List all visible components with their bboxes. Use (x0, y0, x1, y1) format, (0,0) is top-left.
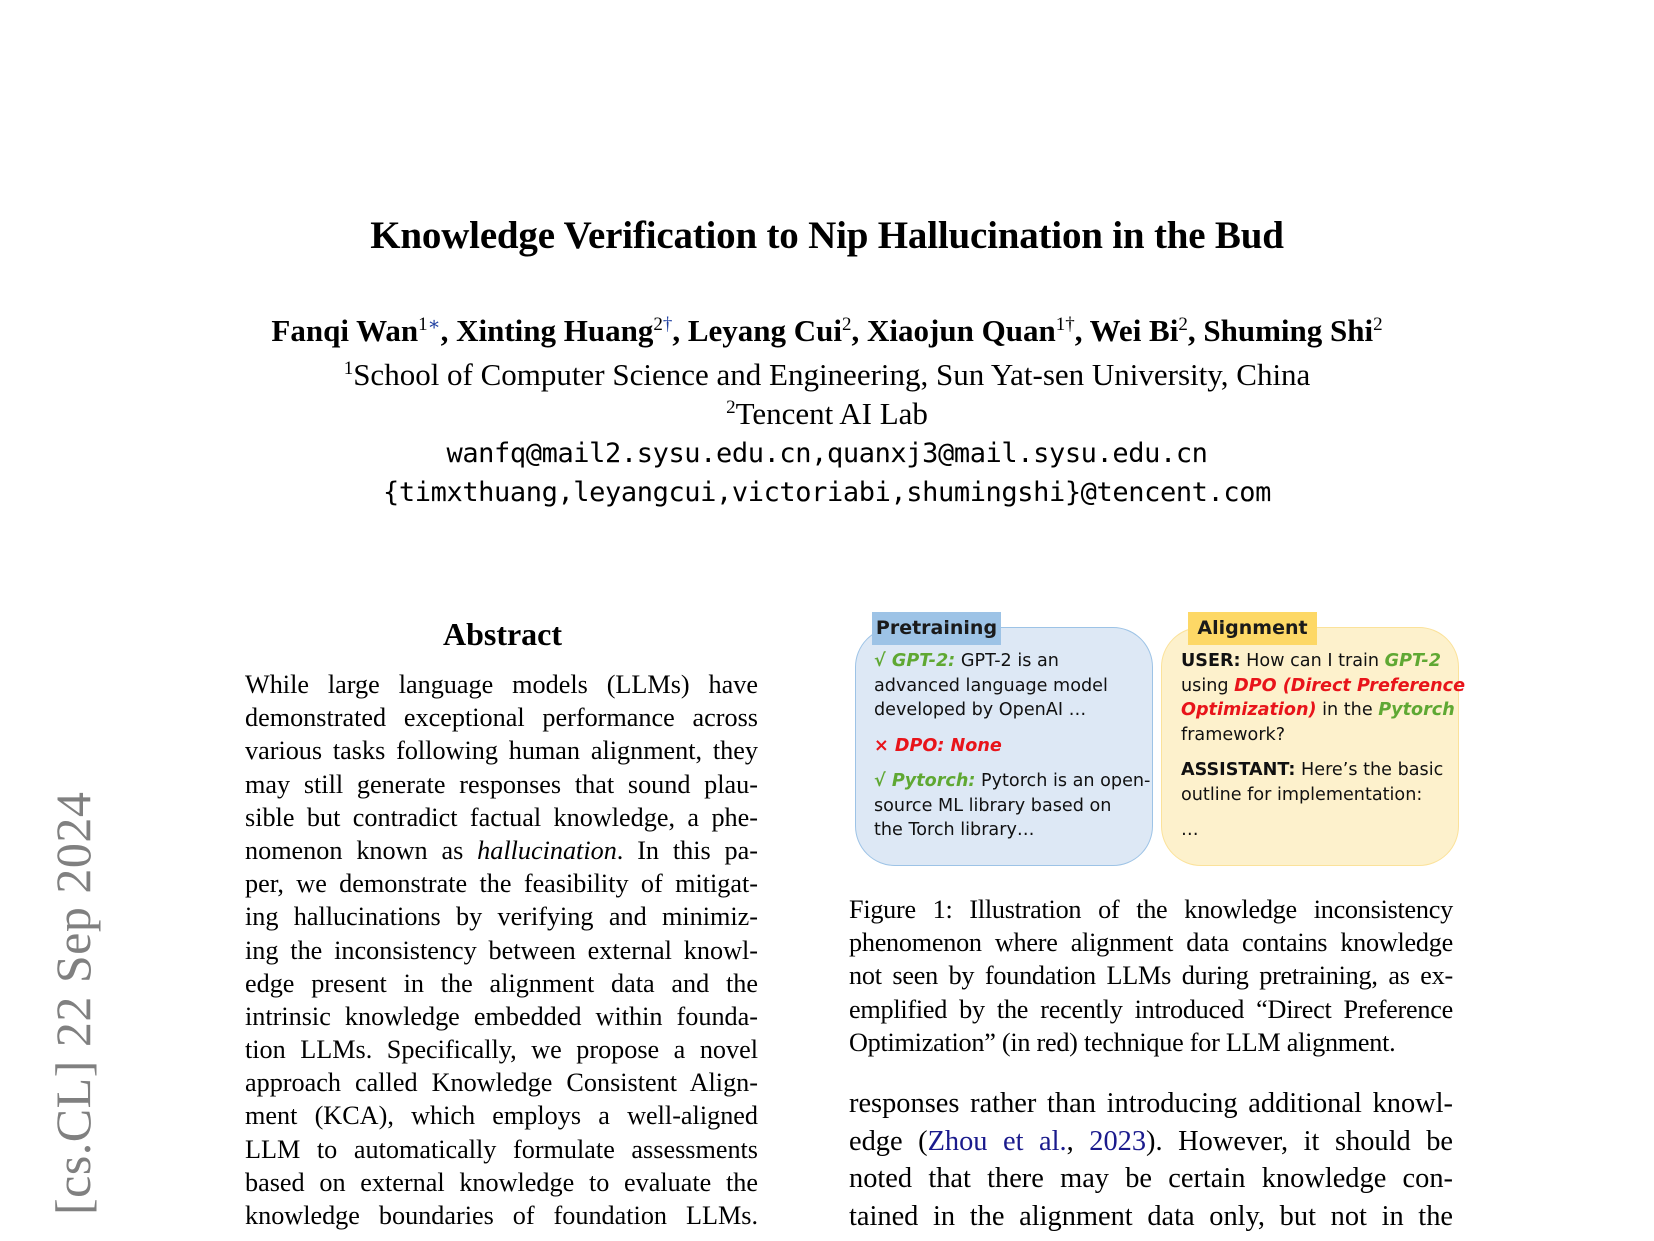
affiliation-marker: 1 (1055, 314, 1066, 335)
abstract-line: edge present in the alignment data and the (245, 968, 758, 998)
author-name: Shuming Shi (1203, 313, 1374, 348)
knowledge-item-gpt2 (874, 649, 1150, 723)
abstract-line: knowledge boundaries of foundation LLMs. (245, 1201, 758, 1230)
user-turn (1181, 649, 1465, 747)
item-key: Pytorch: (891, 771, 976, 791)
pretraining-badge: Pretraining (872, 612, 1001, 645)
assistant-turn (1181, 758, 1465, 807)
assistant-label: ASSISTANT: (1181, 760, 1296, 780)
pretraining-content (874, 649, 1150, 854)
abstract-line (245, 834, 758, 867)
emphasis-hallucination: hallucination (477, 835, 617, 865)
footnote-link[interactable]: † (662, 314, 673, 335)
affiliation-text: Tencent AI Lab (735, 396, 928, 431)
caption-line: phenomenon where alignment data contains knowledge (849, 928, 1453, 958)
body-line: noted that there may be certain knowledge con- (849, 1163, 1453, 1194)
caption-line: Figure 1: Illustration of the knowledge inconsistency (849, 895, 1453, 924)
citation-link-author[interactable]: Zhou et al. (927, 1125, 1067, 1157)
alignment-badge: Alignment (1188, 612, 1317, 645)
item-text: the Torch library… (874, 820, 1035, 840)
abstract-line: may still generate responses that sound plau- (245, 769, 758, 799)
paper-title: Knowledge Verification to Nip Hallucination in the Bud (370, 214, 1284, 257)
body-text-right (849, 1085, 1453, 1235)
unknown-term: DPO (Direct Preference (1234, 675, 1465, 696)
affiliation-marker: 2 (653, 314, 663, 335)
abstract-line: demonstrated exceptional performance across (245, 703, 758, 733)
text-run: Here’s the basic (1301, 760, 1444, 780)
known-term: Pytorch (1378, 700, 1455, 720)
caption-line: not seen by foundation LLMs during pretraining, as ex- (849, 961, 1453, 991)
abstract-line: LLM to automatically formulate assessments (245, 1134, 758, 1164)
affiliation-marker: 2 (1373, 314, 1383, 335)
affiliation-number: 1 (343, 358, 354, 379)
affiliation-1 (0, 356, 1654, 394)
abstract-line: ing hallucinations by verifying and minimiz- (245, 902, 758, 932)
item-text: Pytorch is an open- (981, 771, 1151, 791)
text-run: using (1181, 675, 1235, 696)
abstract-body (245, 668, 758, 1232)
item-text: developed by OpenAI … (874, 700, 1087, 720)
author-name: Xinting Huang (456, 313, 654, 348)
text-run: edge ( (849, 1125, 928, 1157)
citation-link-year[interactable]: 2023 (1089, 1125, 1147, 1157)
unknown-term: Optimization) (1181, 700, 1317, 720)
item-key: DPO: None (894, 735, 1002, 756)
item-key: GPT-2: (891, 651, 956, 671)
text-run: How can I train (1246, 651, 1385, 671)
abstract-line: various tasks following human alignment, they (245, 736, 758, 766)
body-line: responses rather than introducing additional knowl- (849, 1088, 1453, 1119)
check-icon: √ (874, 771, 886, 791)
abstract-line: per, we demonstrate the feasibility of mitigat- (245, 869, 758, 899)
body-line: tained in the alignment data only, but not in the (849, 1200, 1453, 1232)
item-text: advanced language model (874, 675, 1108, 696)
footnote-mark: † (1065, 314, 1075, 335)
abstract-line: intrinsic knowledge embedded within founda- (245, 1001, 758, 1031)
arxiv-stamp: [cs.CL] 22 Sep 2024 (45, 791, 101, 1215)
figure-1 (855, 612, 1465, 866)
figure-caption (849, 893, 1453, 1059)
affiliation-marker: 2 (1178, 314, 1188, 335)
email-line-2: {timxthuang,leyangcui,victoriabi,shumingshi}@tencent.com (383, 477, 1271, 508)
assistant-ellipsis: … (1181, 820, 1199, 840)
abstract-line: approach called Knowledge Consistent Align- (245, 1068, 758, 1098)
user-label: USER: (1181, 651, 1241, 671)
abstract-line: While large language models (LLMs) have (245, 670, 758, 699)
abstract-heading: Abstract (442, 616, 563, 652)
text-run: in the (1316, 700, 1379, 720)
affiliation-marker: 2 (842, 314, 852, 335)
author-name: Wei Bi (1089, 313, 1179, 348)
author-name: Fanqi Wan (271, 313, 419, 348)
author-name: Xiaojun Quan (867, 313, 1056, 348)
abstract-line: ing the inconsistency between external knowl- (245, 935, 758, 965)
knowledge-item-dpo (874, 734, 1150, 759)
item-text: source ML library based on (874, 795, 1112, 816)
affiliation-text: School of Computer Science and Engineering, Sun Yat-sen University, China (353, 357, 1311, 392)
abstract-line: tion LLMs. Specifically, we propose a novel (245, 1035, 758, 1065)
known-term: GPT-2 (1384, 651, 1441, 671)
affiliation-marker: 1 (418, 314, 428, 335)
author-name: Leyang Cui (687, 313, 843, 348)
body-line (849, 1123, 1453, 1161)
text-run: ). However, it should be (1146, 1125, 1453, 1157)
item-text: GPT-2 is an (960, 651, 1059, 671)
affiliation-2 (0, 395, 1654, 433)
abstract-line: based on external knowledge to evaluate the (245, 1167, 758, 1197)
cross-icon: × (874, 735, 889, 756)
check-icon: √ (874, 651, 886, 671)
text-run: framework? (1181, 724, 1286, 745)
text-run: , (1066, 1125, 1090, 1157)
footnote-link[interactable]: ∗ (427, 314, 441, 335)
email-line-1: wanfq@mail2.sysu.edu.cn,quanxj3@mail.sysu.edu.cn (446, 438, 1208, 469)
text-run: outline for implementation: (1181, 784, 1423, 805)
author-list: Fanqi Wan$^{1∗}$, Xinting Huang$^{2\dagger}$, Leyang Cui$^2$, Xiaojun Quan$^{1\dagger}$, Wei Bi$^2$, Shuming Shi$^2$ (271, 313, 1383, 348)
caption-line: Optimization” (in red) technique for LLM alignment. (849, 1027, 1396, 1057)
abstract-line: sible but contradict factual knowledge, a phe- (245, 802, 758, 832)
text-run: . In this pa- (616, 835, 758, 865)
caption-line: emplified by the recently introduced “Direct Preference (849, 994, 1453, 1024)
alignment-content (1181, 649, 1465, 854)
text-run: nomenon known as (245, 835, 478, 865)
affiliation-number: 2 (726, 397, 736, 418)
knowledge-item-pytorch (874, 769, 1150, 843)
abstract-line: ment (KCA), which employs a well-aligned (245, 1101, 758, 1131)
